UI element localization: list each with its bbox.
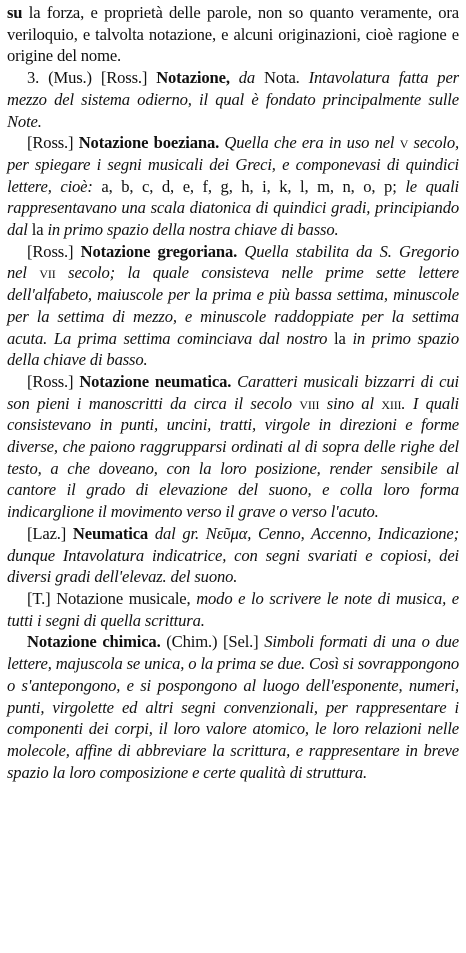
entry-text: [Laz.] — [27, 523, 73, 543]
dictionary-page — [7, 2, 459, 783]
entry-text: la — [327, 328, 353, 348]
headword: Notazione chimica. — [27, 632, 161, 652]
entry-text: [Ross.] — [27, 241, 81, 261]
entry-text: secolo; la quale consisteva nelle prime sette lettere dell'alfabeto, maiuscole per la prima e più bassa settima, minuscole per la settima di mezzo, e minuscole raddoppiate per la settima acuta. La prima settima cominciava dal nostro — [7, 263, 459, 348]
entry-paragraph-p1 — [7, 2, 459, 67]
entry-text: in primo spazio della nostra chiave di basso. — [47, 220, 339, 240]
entry-text: gr. Νεῦμα, — [182, 523, 252, 543]
entry-text: le quali rappresentavano una scala diatonica di quindici gradi, principiando dal — [7, 176, 459, 240]
entry-text: la forza, e proprietà delle parole, non so quanto veramente, ora veriloquio, e talvolta notazione, e alcuni originazioni, cioè ragione e origine del nome. — [7, 3, 459, 66]
entry-text: viii — [299, 393, 320, 413]
entry-text: secolo, per spiegare i segni musicali dei Greci, e componevasi di quindici lettere, cioè: — [7, 133, 459, 196]
headword: Notazione gregoriana. — [80, 241, 238, 261]
entry-text: sino al — [319, 393, 382, 413]
entry-text: Quella stabilita da S. Gregorio nel — [7, 241, 459, 283]
entry-text: dunque Intavolatura indicatrice, con segni svariati e copiosi, dei diversi gradi dell'elevaz. del suono. — [7, 545, 459, 587]
entry-text: [Ross.] — [27, 371, 80, 391]
entry-text: [T.] Notazione musicale, — [27, 588, 197, 608]
entry-text: da — [229, 68, 264, 88]
entry-text: Nota. — [264, 68, 300, 88]
entry-text: la — [27, 220, 48, 240]
entry-paragraph-p8 — [7, 631, 459, 783]
entry-text: vii — [39, 263, 56, 283]
entry-text: Quella che era in uso nel — [219, 133, 400, 153]
entry-text: in primo spazio della chiave di basso. — [7, 328, 459, 370]
entry-paragraph-p6 — [7, 523, 459, 588]
entry-text: [Ross.] — [27, 133, 79, 153]
entry-text: 3. (Mus.) [Ross.] — [27, 68, 157, 88]
entry-paragraph-p4 — [7, 241, 459, 371]
headword: Notazione boeziana. — [78, 133, 220, 153]
entry-text: Cenno, Accenno, Indicazione; — [251, 523, 459, 543]
headword: Neumatica — [72, 523, 149, 543]
headword: su — [7, 3, 23, 22]
headword: Notazione, — [156, 68, 230, 88]
entry-paragraph-p2 — [7, 67, 459, 132]
entry-text: (Chim.) [Sel.] — [160, 632, 265, 652]
entry-text: v — [399, 133, 409, 153]
entry-text: . I quali consistevano in punti, uncini, tratti, virgole in direzioni e forme diverse, che paiono raggrupparsi ordinati al di sopra delle righe del testo, a che doveano, con la loro posizione, render sensibile al cantore il grado di elevazione del suono, e colla loro forma indicarglione il movimento verso il grave o verso l'acuto. — [7, 393, 459, 522]
entry-text: xiii — [381, 393, 402, 413]
entry-text: dal — [148, 523, 183, 543]
entry-text: modo e lo scrivere le note di musica, e tutti i segni di quella scrittura. — [7, 588, 459, 630]
entry-paragraph-p3 — [7, 132, 459, 241]
entry-text: Intavolatura fatta per mezzo del sistema odierno, il qual è fondato principalmente sulle Note. — [7, 68, 459, 131]
entry-text: Simboli formati di una o due lettere, majuscola se unica, o la prima se due. Così si sovrappongono o s'antepongono, e si pospongono al luogo dell'esponente, numeri, punti, virgolette ed altri segni convenzionali, per rappresentare i componenti dei corpi, il loro valore atomico, le loro relazioni nelle molecole, affine di abbreviare la scrittura, e rappresentare in breve spazio la loro composizione e certe qualità di struttura. — [7, 632, 459, 782]
entry-paragraph-p7 — [7, 588, 459, 631]
headword: Notazione neumatica. — [79, 371, 232, 391]
entry-text: a, b, c, d, e, f, g, h, i, k, l, m, n, o, p; — [92, 176, 406, 196]
entry-text: Caratteri musicali bizzarri di cui son pieni i manoscritti da circa il secolo — [7, 371, 459, 413]
entry-paragraph-p5 — [7, 371, 459, 523]
